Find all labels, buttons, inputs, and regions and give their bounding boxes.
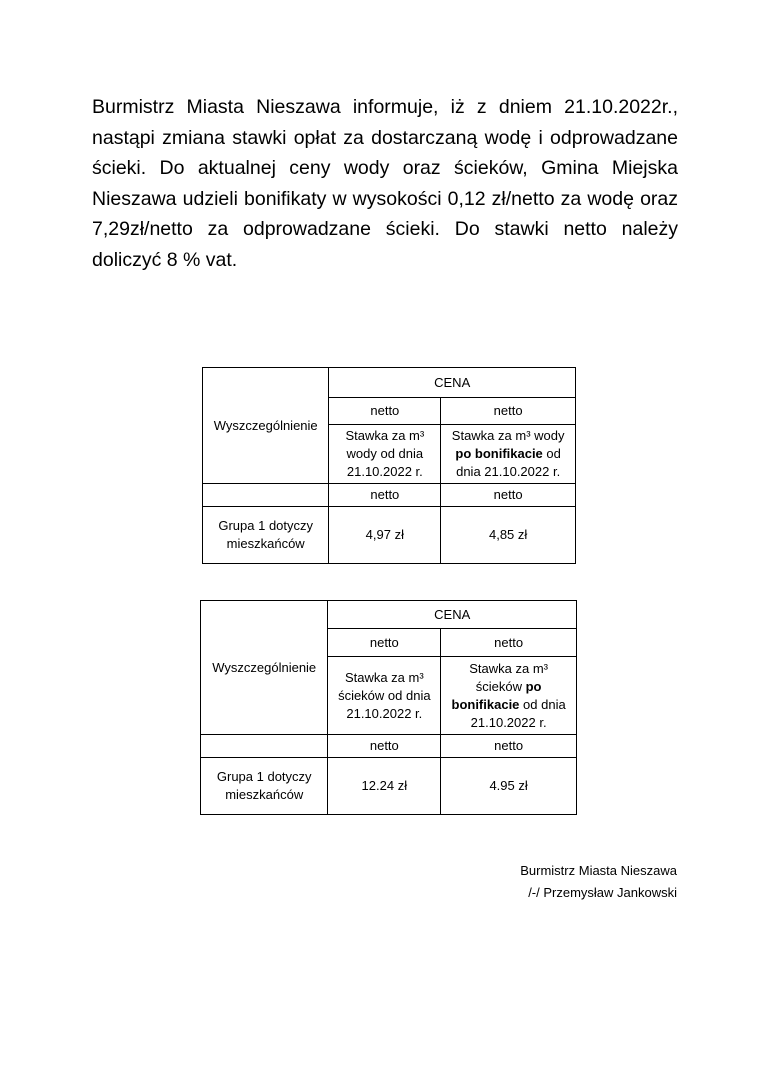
- price-value-discount: 4.95 zł: [441, 758, 577, 815]
- row-header-label: Wyszczególnienie: [203, 368, 329, 484]
- net-label: netto: [329, 484, 441, 507]
- desc-bold: po bonifikacie: [451, 678, 542, 712]
- price-header: CENA: [329, 368, 576, 398]
- desc-post: od dnia 21.10.2022 r.: [456, 446, 561, 479]
- empty-cell: [201, 735, 328, 758]
- rate-description: Stawka za m³ ścieków od dnia 21.10.2022 r.: [328, 657, 441, 735]
- desc-post: od dnia 21.10.2022 r.: [470, 696, 566, 730]
- sewage-rate-table: [200, 600, 577, 815]
- desc-pre: Stawka za m³ ścieków: [469, 660, 548, 694]
- price-value: 4,97 zł: [329, 507, 441, 564]
- group-label: Grupa 1 dotyczy mieszkańców: [203, 507, 329, 564]
- net-label: netto: [328, 629, 441, 657]
- price-value-discount: 4,85 zł: [441, 507, 576, 564]
- net-label: netto: [328, 735, 441, 758]
- desc-pre: Stawka za m³ wody: [451, 428, 565, 443]
- net-label: netto: [441, 735, 577, 758]
- net-label: netto: [441, 484, 576, 507]
- net-label: netto: [441, 629, 577, 657]
- empty-cell: [203, 484, 329, 507]
- net-label: netto: [329, 398, 441, 425]
- price-header: CENA: [328, 601, 577, 629]
- announcement-text: Burmistrz Miasta Nieszawa informuje, iż z dniem 21.10.2022r., nastąpi zmiana stawki opłat za dostarczaną wodę i odprowadzane ścieki. Do aktualnej ceny wody oraz ścieków, Gmina Miejska Nieszawa udzieli bonifikaty w wysokości 0,12 zł/netto za wodę oraz 7,29zł/netto za odprowadzane ścieki. Do stawki netto należy doliczyć 8 % vat.: [92, 96, 678, 271]
- net-label: netto: [441, 398, 576, 425]
- signature-name: /-/ Przemysław Jankowski: [528, 885, 677, 900]
- water-rate-table: [202, 367, 576, 564]
- signature-block: [520, 860, 677, 904]
- rate-description: Stawka za m³ wody od dnia 21.10.2022 r.: [329, 425, 441, 484]
- rate-description-discount: [441, 425, 576, 484]
- signature-title: Burmistrz Miasta Nieszawa: [520, 863, 677, 878]
- price-value: 12.24 zł: [328, 758, 441, 815]
- desc-bold: po bonifikacie: [455, 446, 543, 461]
- row-header-label: Wyszczególnienie: [201, 601, 328, 735]
- group-label: Grupa 1 dotyczy mieszkańców: [201, 758, 328, 815]
- rate-description-discount: [441, 657, 577, 735]
